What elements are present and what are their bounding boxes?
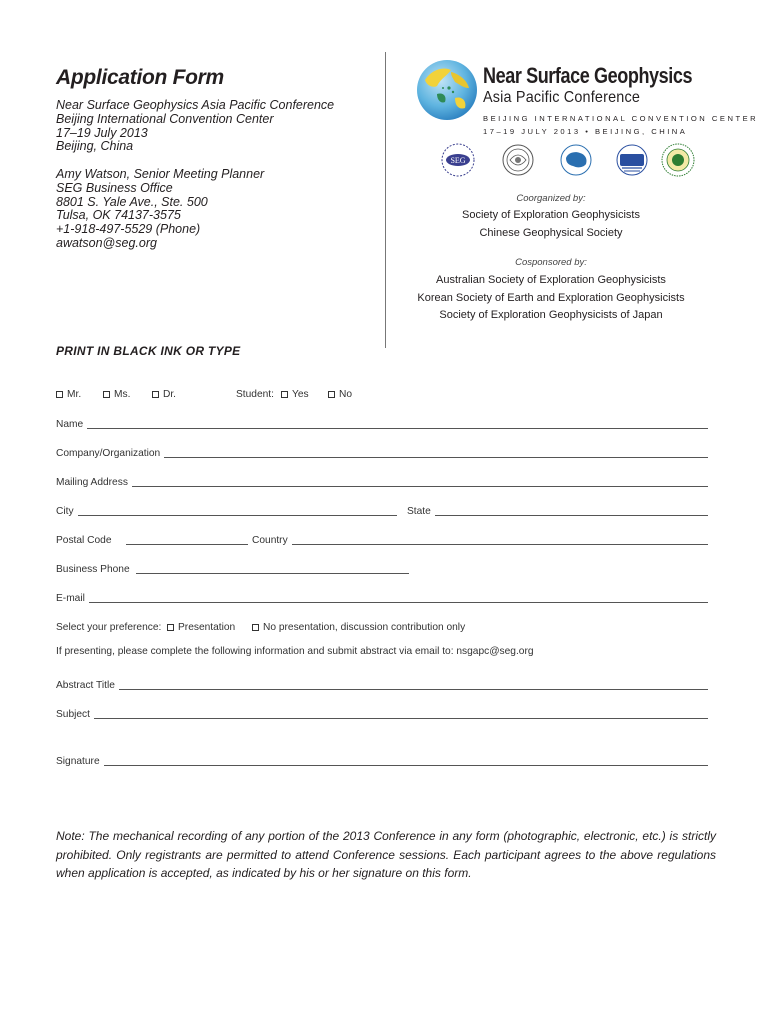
checkbox-icon xyxy=(56,391,63,398)
header-divider xyxy=(385,52,386,348)
preference-row xyxy=(56,622,716,636)
dr-checkbox[interactable] xyxy=(152,389,176,400)
abstract-title-label: Abstract Title xyxy=(56,680,115,691)
student-label: Student: xyxy=(236,389,274,400)
segj-seal-icon xyxy=(662,144,694,176)
contact-email: awatson@seg.org xyxy=(56,235,157,250)
contact-city: Tulsa, OK 74137-3575 xyxy=(56,208,181,223)
student-no-label: No xyxy=(339,389,353,400)
checkbox-icon xyxy=(103,391,110,398)
presentation-label: Presentation xyxy=(178,622,236,633)
conference-name: Near Surface Geophysics Asia Pacific Conference xyxy=(56,98,335,112)
state-input-line[interactable] xyxy=(435,507,708,516)
contact-office: SEG Business Office xyxy=(56,180,173,195)
seg-seal-icon xyxy=(442,144,474,176)
postal-code-label: Postal Code xyxy=(56,535,112,546)
brand-title: Near Surface Geophysics xyxy=(483,63,693,88)
checkbox-icon xyxy=(167,624,174,631)
society-seals xyxy=(436,142,696,182)
city-label: City xyxy=(56,506,74,517)
coorganized-label: Coorganized by: xyxy=(516,193,586,204)
city-field[interactable] xyxy=(56,506,397,517)
name-field[interactable] xyxy=(56,419,708,430)
postal-code-input-line[interactable] xyxy=(126,536,249,545)
signature-label: Signature xyxy=(56,756,100,767)
name-input-line[interactable] xyxy=(87,420,708,429)
business-phone-label: Business Phone xyxy=(56,564,130,575)
mailing-address-input-line[interactable] xyxy=(132,478,708,487)
student-question xyxy=(236,389,274,400)
postal-code-field[interactable] xyxy=(56,535,248,546)
checkbox-icon xyxy=(328,391,335,398)
contact-street: 8801 S. Yale Ave., Ste. 500 xyxy=(56,194,208,209)
brand-dates: 17–19 JULY 2013 • BEIJING, CHINA xyxy=(483,127,688,136)
student-yes-label: Yes xyxy=(292,389,309,400)
no-presentation-checkbox[interactable] xyxy=(252,622,465,633)
company-label: Company/Organization xyxy=(56,448,161,459)
dr-label: Dr. xyxy=(163,389,177,400)
contact-name: Amy Watson, Senior Meeting Planner xyxy=(56,167,265,181)
city-input-line[interactable] xyxy=(78,507,397,516)
mr-checkbox[interactable] xyxy=(56,389,81,400)
email-field[interactable] xyxy=(56,593,708,604)
globe-logo-icon xyxy=(415,58,479,122)
seal-label: SEG xyxy=(450,156,466,165)
business-phone-field[interactable] xyxy=(56,564,409,575)
country-field[interactable] xyxy=(252,535,708,546)
ksege-seal-icon xyxy=(617,145,647,175)
subject-field[interactable] xyxy=(56,709,708,720)
student-yes-checkbox[interactable] xyxy=(281,389,309,400)
form-title: Application Form xyxy=(56,66,224,89)
coorganizer-seg: Society of Exploration Geophysicists xyxy=(462,209,640,221)
abstract-title-input-line[interactable] xyxy=(119,681,708,690)
presentation-checkbox[interactable] xyxy=(167,622,235,633)
name-label: Name xyxy=(56,419,84,430)
mr-label: Mr. xyxy=(67,389,82,400)
brand-subtitle: Asia Pacific Conference xyxy=(483,89,641,106)
salutation-row xyxy=(56,389,716,403)
aseg-seal-icon xyxy=(561,145,591,175)
recording-policy-note: Note: The mechanical recording of any portion of the 2013 Conference in any form (photographic, electronic, etc.) is strictly prohibited. Only registrants are permitted to attend Conference sessions. Each participant agrees to the above regulations when application is accepted, as indicated by his or her signature on this form. xyxy=(56,829,716,880)
conference-info xyxy=(56,99,334,154)
conference-dates: 17–19 July 2013 xyxy=(56,125,148,140)
conference-city: Beijing, China xyxy=(56,139,134,154)
brand-venue: BEIJING INTERNATIONAL CONVENTION CENTER xyxy=(483,114,759,123)
checkbox-icon xyxy=(152,391,159,398)
cosponsors-block xyxy=(390,257,712,325)
state-label: State xyxy=(407,506,431,517)
presenting-instruction: If presenting, please complete the following information and submit abstract via email to: nsgapc@seg.org xyxy=(56,646,534,657)
print-instruction: PRINT IN BLACK INK OR TYPE xyxy=(56,344,241,358)
cosponsor-ksege: Korean Society of Earth and Exploration Geophysicists xyxy=(417,291,685,304)
no-presentation-label: No presentation, discussion contribution only xyxy=(263,622,466,633)
country-input-line[interactable] xyxy=(292,536,708,545)
subject-input-line[interactable] xyxy=(94,710,708,719)
cgs-seal-icon xyxy=(503,145,533,175)
conference-venue: Beijing International Convention Center xyxy=(56,111,274,126)
coorganizers-block xyxy=(390,193,712,242)
coorganizer-cgs: Chinese Geophysical Society xyxy=(479,226,623,239)
state-field[interactable] xyxy=(407,506,708,517)
company-field[interactable] xyxy=(56,448,708,459)
mailing-address-field[interactable] xyxy=(56,477,708,488)
contact-phone: +1-918-497-5529 (Phone) xyxy=(56,222,201,237)
abstract-title-field[interactable] xyxy=(56,680,708,691)
ms-checkbox[interactable] xyxy=(103,389,130,400)
business-phone-input-line[interactable] xyxy=(136,565,409,574)
country-label: Country xyxy=(252,535,288,546)
email-input-line[interactable] xyxy=(89,594,708,603)
ms-label: Ms. xyxy=(114,389,131,400)
signature-input-line[interactable] xyxy=(104,757,708,766)
checkbox-icon xyxy=(252,624,259,631)
email-label: E-mail xyxy=(56,593,85,604)
student-no-checkbox[interactable] xyxy=(328,389,352,400)
company-input-line[interactable] xyxy=(164,449,708,458)
checkbox-icon xyxy=(281,391,288,398)
contact-info xyxy=(56,168,264,251)
mailing-address-label: Mailing Address xyxy=(56,477,128,488)
preference-label: Select your preference: xyxy=(56,622,162,633)
subject-label: Subject xyxy=(56,709,90,720)
preference-question xyxy=(56,622,161,633)
cosponsor-aseg: Australian Society of Exploration Geophysicists xyxy=(436,274,666,286)
signature-field[interactable] xyxy=(56,756,708,767)
cosponsor-segj: Society of Exploration Geophysicists of Japan xyxy=(439,309,663,321)
cosponsored-label: Cosponsored by: xyxy=(515,257,587,268)
